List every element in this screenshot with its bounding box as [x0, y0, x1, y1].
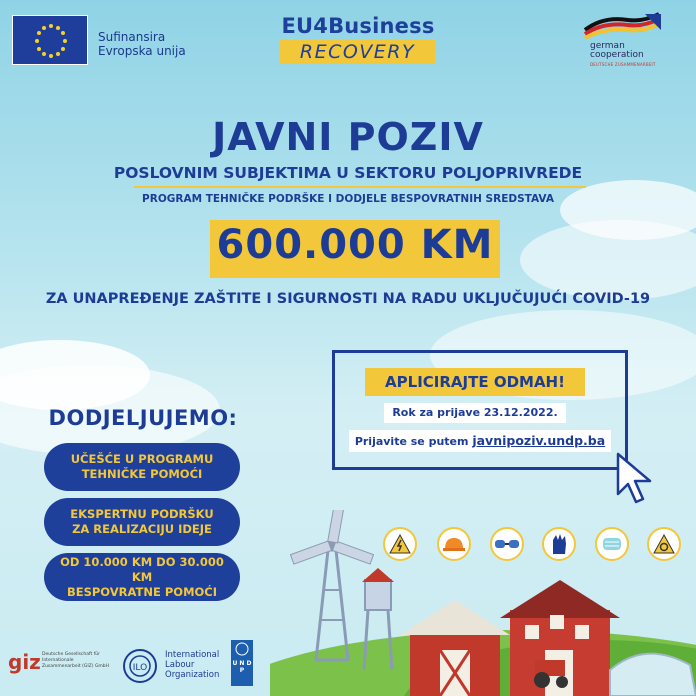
page-title: JAVNI POZIV: [212, 115, 484, 159]
apply-now-button[interactable]: APLICIRAJTE ODMAH!: [365, 368, 585, 396]
windmill: [290, 510, 373, 660]
german-cooperation-tagline: DEUTSCHE ZUSAMMENARBEIT: [590, 62, 656, 67]
farm-illustration: [270, 510, 696, 696]
offer-item: UČEŠĆE U PROGRAMU TEHNIČKE POMOĆI: [44, 443, 240, 491]
hard-hat-icon: [437, 527, 471, 561]
offer-title: DODJELJUJEMO:: [48, 406, 238, 430]
face-mask-icon: [595, 527, 629, 561]
subtitle-underline: [134, 186, 586, 188]
offer-item: OD 10.000 KM DO 30.000 KM BESPOVRATNE POMOĆI: [44, 553, 240, 601]
work-gloves-icon: [542, 527, 576, 561]
barn: [400, 600, 510, 696]
ilo-logo: [122, 648, 158, 684]
svg-text:ILO: ILO: [132, 663, 148, 673]
grant-amount: 600.000 KM: [216, 222, 494, 268]
offer-item: EKSPERTNU PODRŠKU ZA REALIZACIJU IDEJE: [44, 498, 240, 546]
brand-subtitle: RECOVERY: [280, 40, 435, 64]
eu-flag-logo: [12, 15, 88, 65]
undp-logo: U N D P: [231, 640, 253, 686]
ilo-label: International Labour Organization: [165, 650, 220, 680]
giz-logo: giz: [8, 650, 41, 674]
biohazard-icon: [647, 527, 681, 561]
cloud: [520, 220, 696, 300]
apply-link[interactable]: javnipoziv.undp.ba: [472, 433, 606, 448]
german-cooperation-label: german cooperation: [590, 41, 644, 60]
subtitle: POSLOVNIM SUBJEKTIMA U SEKTORU POLJOPRIVREDE: [113, 164, 583, 182]
high-voltage-icon: [383, 527, 417, 561]
brand-title: EU4Business: [281, 14, 435, 38]
deadline-label: Rok za prijave 23.12.2022.: [384, 403, 566, 423]
purpose-label: ZA UNAPREĐENJE ZAŠTITE I SIGURNOSTI NA RADU UKLJUČUJUĆI COVID-19: [45, 291, 651, 307]
program-label: PROGRAM TEHNIČKE PODRŠKE I DODJELE BESPOVRATNIH SREDSTAVA: [142, 193, 554, 205]
giz-label: Deutsche Gesellschaft für Internationale Zusammenarbeit (GIZ) GmbH: [42, 652, 110, 669]
safety-goggles-icon: [490, 527, 524, 561]
eu-funding-label: Sufinansira Evropska unija: [98, 30, 186, 58]
apply-via-label: Prijavite se putem javnipoziv.undp.ba: [349, 430, 611, 452]
cursor-icon: [612, 450, 662, 510]
